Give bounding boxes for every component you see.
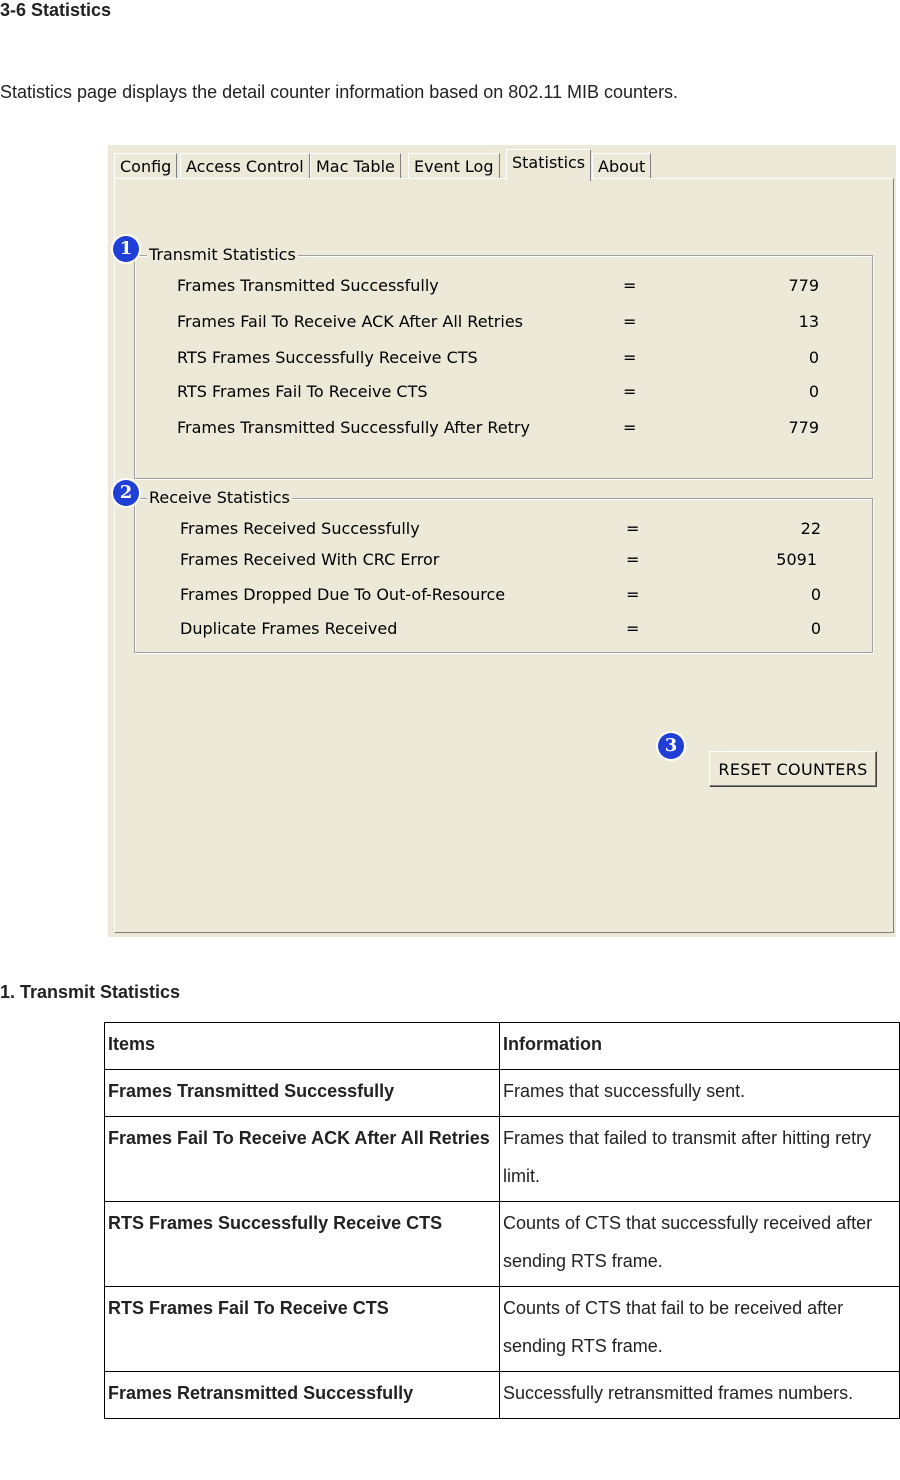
transmit-statistics-group	[134, 245, 873, 479]
stat-equals: =	[623, 276, 637, 295]
table-header-row	[105, 1023, 900, 1070]
stat-label: Frames Transmitted Successfully After Retry	[177, 418, 530, 437]
transmit-statistics-title: Transmit Statistics	[149, 245, 296, 264]
stat-value: 0	[808, 382, 819, 401]
stat-label: Frames Dropped Due To Out-of-Resource	[180, 585, 506, 604]
stat-equals: =	[626, 619, 640, 638]
column-header-items: Items	[105, 1023, 500, 1070]
tab-event-log[interactable]: Event Log	[408, 153, 500, 179]
reset-counters-button[interactable]: RESET COUNTERS	[709, 751, 877, 787]
stat-equals: =	[626, 585, 640, 604]
stat-value: 779	[788, 418, 819, 437]
information-cell: Counts of CTS that fail to be received after sending RTS frame.	[500, 1287, 900, 1372]
stat-value: 0	[810, 619, 821, 638]
stat-label: Duplicate Frames Received	[180, 619, 398, 638]
item-cell: Frames Fail To Receive ACK After All Retries	[105, 1117, 500, 1202]
statistics-dialog	[108, 145, 896, 937]
transmit-statistics-heading: 1. Transmit Statistics	[0, 982, 181, 1002]
tab-access-control[interactable]: Access Control	[180, 153, 310, 179]
information-cell: Frames that successfully sent.	[500, 1070, 900, 1117]
receive-statistics-title: Receive Statistics	[149, 488, 290, 507]
statistics-panel	[114, 178, 894, 933]
stat-label: Frames Transmitted Successfully	[177, 276, 439, 295]
table-row	[105, 1202, 900, 1287]
stat-value: 22	[800, 519, 821, 538]
item-cell: Frames Retransmitted Successfully	[105, 1372, 500, 1419]
stat-value: 0	[808, 348, 819, 367]
column-header-information: Information	[500, 1023, 900, 1070]
intro-text: Statistics page displays the detail counter information based on 802.11 MIB counters.	[0, 82, 679, 102]
callout-badge-1: 1	[113, 236, 139, 262]
stat-value: 0	[810, 585, 821, 604]
stat-label: Frames Fail To Receive ACK After All Retries	[177, 312, 524, 331]
receive-statistics-group	[134, 488, 873, 653]
callout-badge-2: 2	[113, 480, 139, 506]
callout-badge-3: 3	[658, 733, 684, 759]
table-row	[105, 1070, 900, 1117]
tab-mac-table[interactable]: Mac Table	[310, 153, 401, 179]
item-cell: Frames Transmitted Successfully	[105, 1070, 500, 1117]
table-row	[105, 1372, 900, 1419]
tab-config[interactable]: Config	[114, 153, 177, 179]
stat-equals: =	[623, 348, 637, 367]
stat-value: 779	[788, 276, 819, 295]
stat-equals: =	[623, 382, 637, 401]
tab-about[interactable]: About	[592, 153, 651, 179]
stat-equals: =	[623, 418, 637, 437]
information-cell: Counts of CTS that successfully received after sending RTS frame.	[500, 1202, 900, 1287]
stat-value: 13	[798, 312, 819, 331]
information-cell: Frames that failed to transmit after hitting retry limit.	[500, 1117, 900, 1202]
stat-label: RTS Frames Fail To Receive CTS	[177, 382, 428, 401]
stat-label: Frames Received Successfully	[180, 519, 420, 538]
tab-statistics[interactable]: Statistics	[506, 149, 591, 181]
stat-equals: =	[626, 550, 640, 569]
stat-equals: =	[623, 312, 637, 331]
transmit-statistics-table	[104, 1022, 900, 1419]
table-row	[105, 1287, 900, 1372]
table-row	[105, 1117, 900, 1202]
stat-label: RTS Frames Successfully Receive CTS	[177, 348, 478, 367]
section-heading: 3-6 Statistics	[0, 0, 112, 20]
information-cell: Successfully retransmitted frames numbers.	[500, 1372, 900, 1419]
item-cell: RTS Frames Successfully Receive CTS	[105, 1202, 500, 1287]
stat-value: 5091	[776, 550, 817, 569]
stat-label: Frames Received With CRC Error	[180, 550, 440, 569]
stat-equals: =	[626, 519, 640, 538]
item-cell: RTS Frames Fail To Receive CTS	[105, 1287, 500, 1372]
